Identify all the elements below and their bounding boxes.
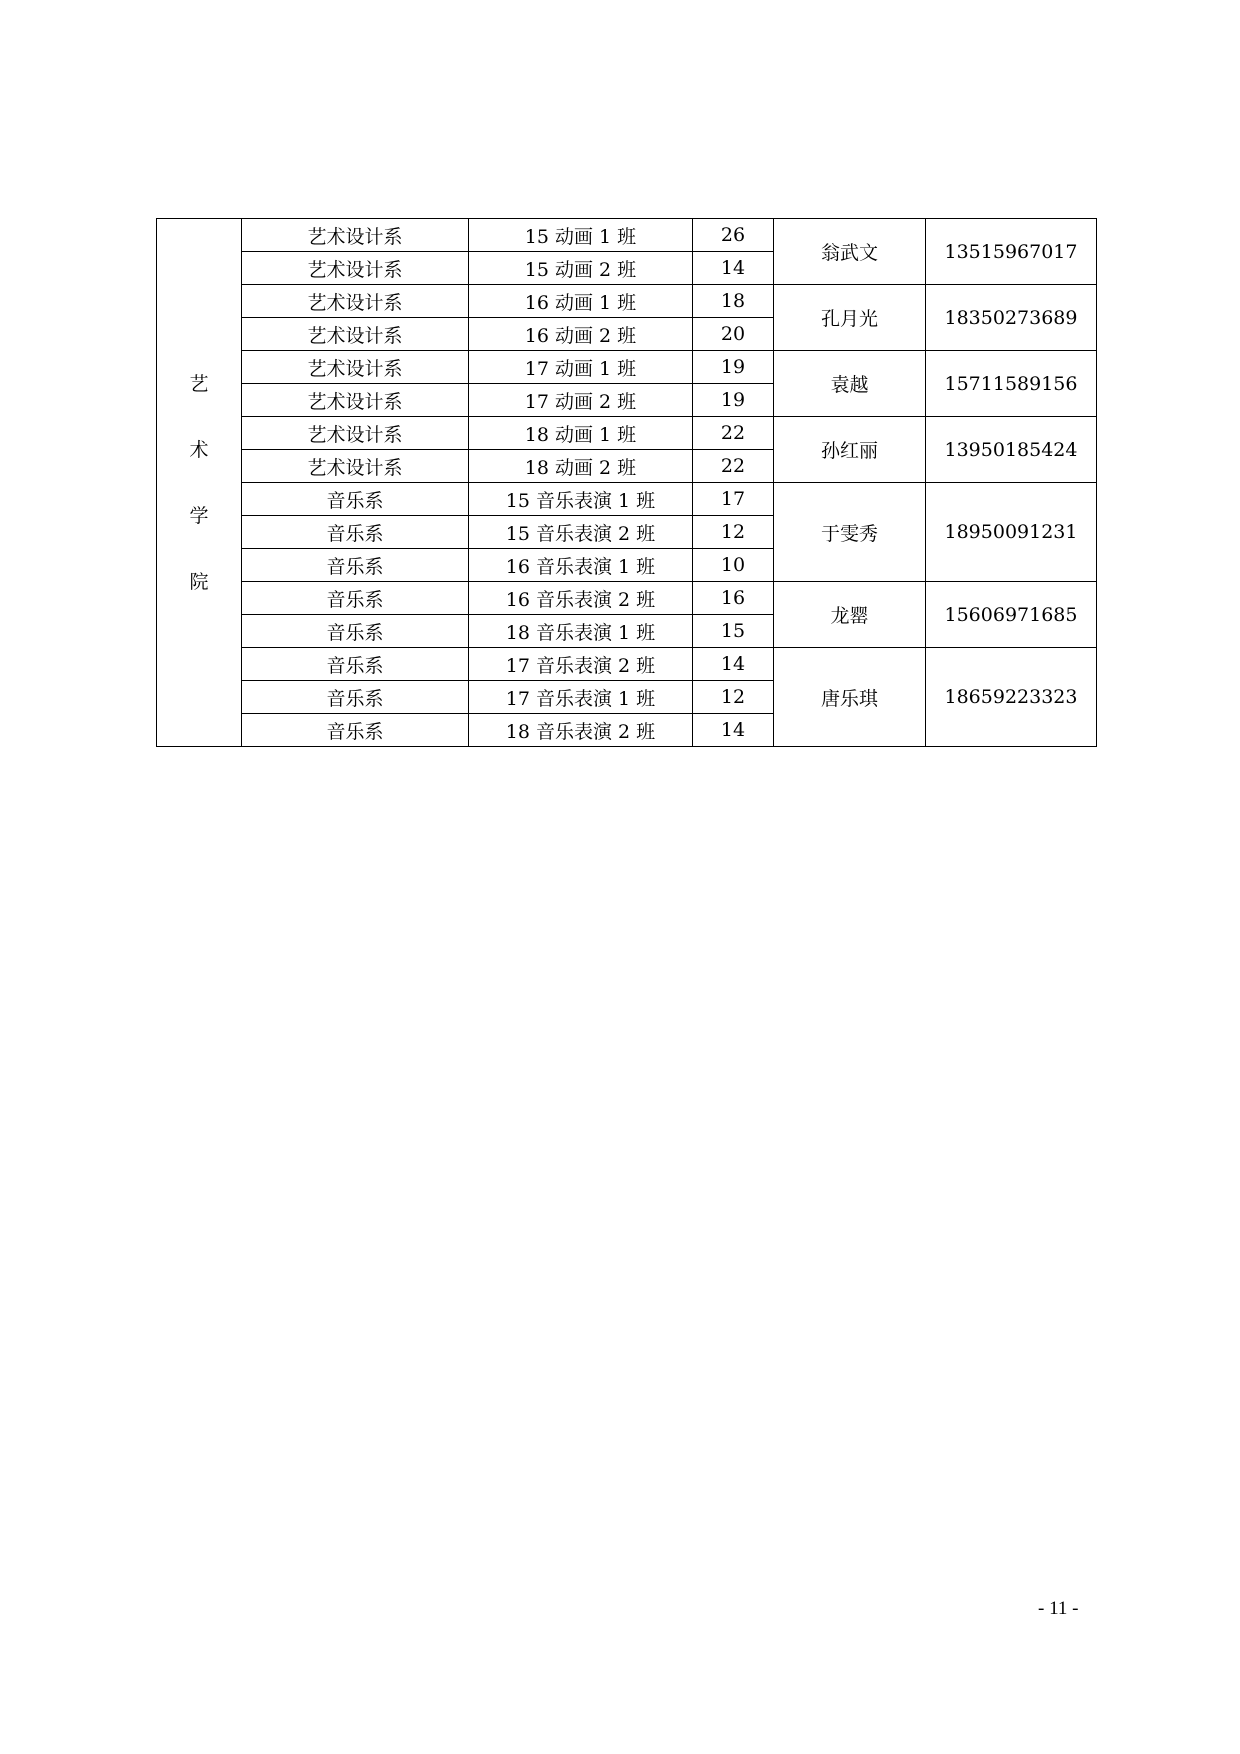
student-count-cell: 12	[693, 516, 774, 549]
student-count-cell: 19	[693, 351, 774, 384]
advisor-name-cell: 翁武文	[774, 219, 926, 285]
table-row	[157, 582, 1097, 615]
advisor-phone-cell: 13950185424	[926, 417, 1097, 483]
class-cell: 16 动画 1 班	[469, 285, 693, 318]
student-count-cell: 12	[693, 681, 774, 714]
advisor-phone-cell: 18659223323	[926, 648, 1097, 747]
table-row	[157, 219, 1097, 252]
department-cell: 音乐系	[242, 714, 469, 747]
advisor-name-cell: 孙红丽	[774, 417, 926, 483]
advisor-name-cell: 龙罂	[774, 582, 926, 648]
class-cell: 18 音乐表演 1 班	[469, 615, 693, 648]
page-number: - 11 -	[1038, 1598, 1079, 1619]
department-cell: 艺术设计系	[242, 219, 469, 252]
department-cell: 音乐系	[242, 549, 469, 582]
student-count-cell: 20	[693, 318, 774, 351]
class-cell: 16 动画 2 班	[469, 318, 693, 351]
class-cell: 15 动画 2 班	[469, 252, 693, 285]
class-roster-table	[156, 218, 1097, 747]
department-cell: 艺术设计系	[242, 417, 469, 450]
student-count-cell: 22	[693, 417, 774, 450]
department-cell: 音乐系	[242, 648, 469, 681]
class-cell: 17 动画 1 班	[469, 351, 693, 384]
advisor-name-cell: 袁越	[774, 351, 926, 417]
student-count-cell: 14	[693, 252, 774, 285]
table-row	[157, 417, 1097, 450]
class-cell: 18 动画 2 班	[469, 450, 693, 483]
college-char: 院	[189, 570, 209, 593]
student-count-cell: 16	[693, 582, 774, 615]
student-count-cell: 19	[693, 384, 774, 417]
department-cell: 艺术设计系	[242, 351, 469, 384]
class-cell: 16 音乐表演 2 班	[469, 582, 693, 615]
department-cell: 艺术设计系	[242, 384, 469, 417]
department-cell: 音乐系	[242, 516, 469, 549]
advisor-name-cell: 孔月光	[774, 285, 926, 351]
student-count-cell: 15	[693, 615, 774, 648]
advisor-name-cell: 于雯秀	[774, 483, 926, 582]
class-cell: 18 动画 1 班	[469, 417, 693, 450]
advisor-phone-cell: 15606971685	[926, 582, 1097, 648]
class-cell: 15 动画 1 班	[469, 219, 693, 252]
student-count-cell: 22	[693, 450, 774, 483]
advisor-phone-cell: 13515967017	[926, 219, 1097, 285]
student-count-cell: 14	[693, 714, 774, 747]
department-cell: 音乐系	[242, 681, 469, 714]
department-cell: 艺术设计系	[242, 285, 469, 318]
class-cell: 17 音乐表演 2 班	[469, 648, 693, 681]
class-cell: 16 音乐表演 1 班	[469, 549, 693, 582]
table-row	[157, 285, 1097, 318]
department-cell: 艺术设计系	[242, 318, 469, 351]
student-count-cell: 14	[693, 648, 774, 681]
table-row	[157, 351, 1097, 384]
class-cell: 15 音乐表演 2 班	[469, 516, 693, 549]
student-count-cell: 17	[693, 483, 774, 516]
class-cell: 18 音乐表演 2 班	[469, 714, 693, 747]
department-cell: 艺术设计系	[242, 450, 469, 483]
class-cell: 17 动画 2 班	[469, 384, 693, 417]
student-count-cell: 10	[693, 549, 774, 582]
student-count-cell: 18	[693, 285, 774, 318]
table-row	[157, 648, 1097, 681]
class-cell: 17 音乐表演 1 班	[469, 681, 693, 714]
department-cell: 艺术设计系	[242, 252, 469, 285]
college-name-cell	[157, 219, 242, 747]
advisor-phone-cell: 15711589156	[926, 351, 1097, 417]
advisor-name-cell: 唐乐琪	[774, 648, 926, 747]
department-cell: 音乐系	[242, 483, 469, 516]
advisor-phone-cell: 18950091231	[926, 483, 1097, 582]
class-cell: 15 音乐表演 1 班	[469, 483, 693, 516]
college-char: 术	[189, 438, 209, 461]
advisor-phone-cell: 18350273689	[926, 285, 1097, 351]
table-row	[157, 483, 1097, 516]
department-cell: 音乐系	[242, 582, 469, 615]
college-char: 学	[189, 504, 209, 527]
student-count-cell: 26	[693, 219, 774, 252]
college-char: 艺	[189, 372, 209, 395]
department-cell: 音乐系	[242, 615, 469, 648]
